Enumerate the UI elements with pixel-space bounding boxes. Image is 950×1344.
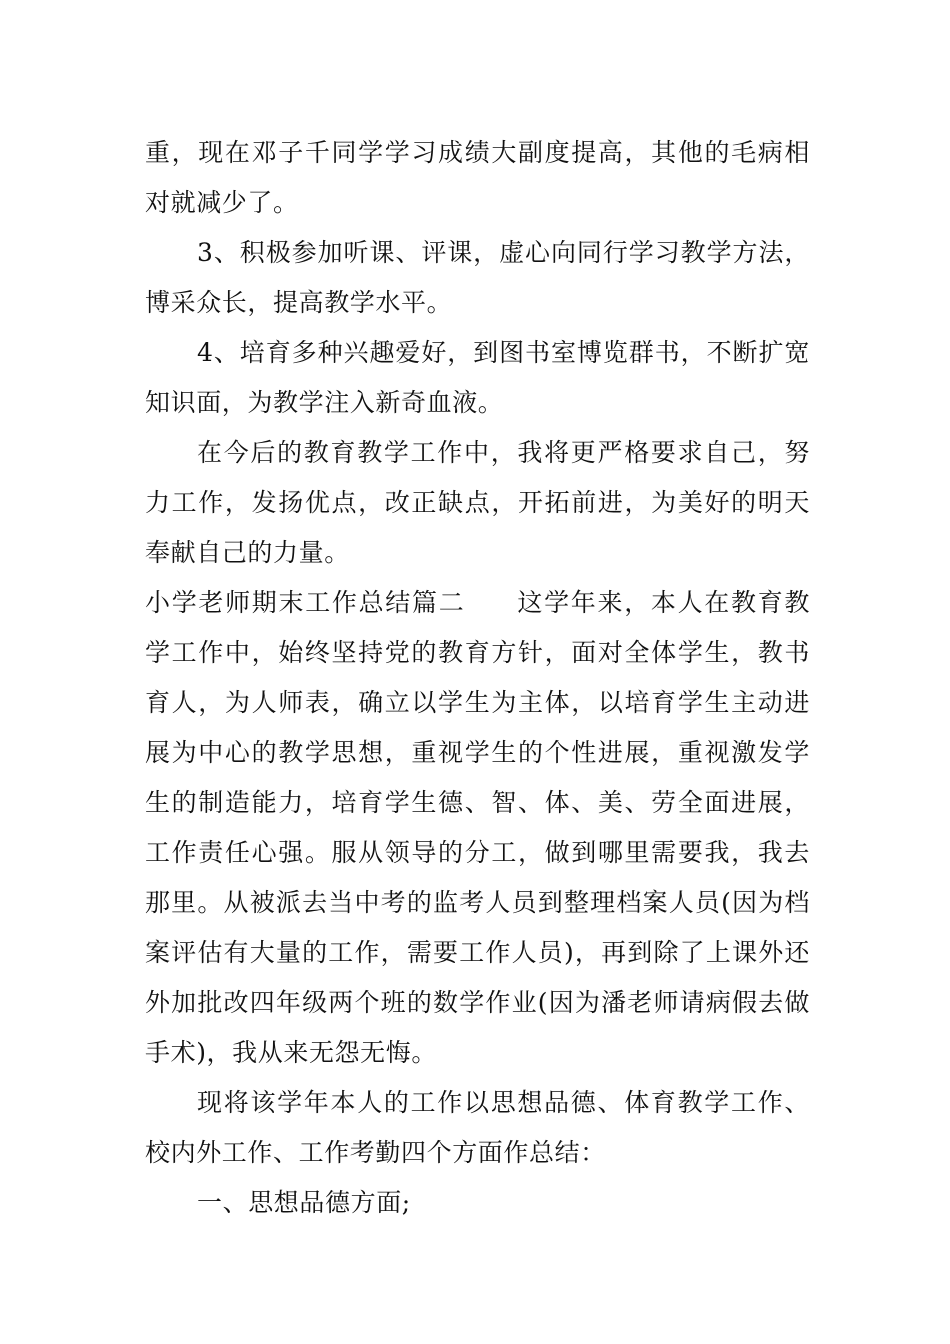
paragraph-section-two — [145, 578, 810, 1078]
paragraph-subheading-ethics: 一、思想品德方面; — [197, 1188, 411, 1217]
paragraph-summary-intro: 现将该学年本人的工作以思想品德、体育教学工作、校内外工作、工作考勤四个方面作总结： — [145, 1088, 810, 1167]
paragraph-continuation: 重，现在邓子千同学学习成绩大副度提高，其他的毛病相对就减少了。 — [145, 138, 810, 217]
paragraph-future-work: 在今后的教育教学工作中，我将更严格要求自己，努力工作，发扬优点，改正缺点，开拓前进，为美好的明天奉献自己的力量。 — [145, 438, 810, 567]
paragraph-item-3: 3、积极参加听课、评课，虚心向同行学习教学方法，博采众长，提高教学水平。 — [145, 238, 810, 317]
paragraph-item-4: 4、培育多种兴趣爱好，到图书室博览群书，不断扩宽知识面，为教学注入新奇血液。 — [145, 338, 810, 417]
document-body — [145, 128, 810, 1228]
section-two-body: 这学年来，本人在教育教学工作中，始终坚持党的教育方针，面对全体学生，教书育人，为人师表，确立以学生为主体，以培育学生主动进展为中心的教学思想，重视学生的个性进展，重视激发学生的制造能力，培育学生德、智、体、美、劳全面进展，工作责任心强。服从领导的分工，做到哪里需要我，我去那里。从被派去当中考的监考人员到整理档案人员(因为档案评估有大量的工作，需要工作人员)，再到除了上课外还外加批改四年级两个班的数学作业(因为潘老师请病假去做手术)，我从来无怨无悔。 — [145, 588, 811, 1067]
section-heading: 小学老师期末工作总结篇二 — [145, 588, 466, 617]
